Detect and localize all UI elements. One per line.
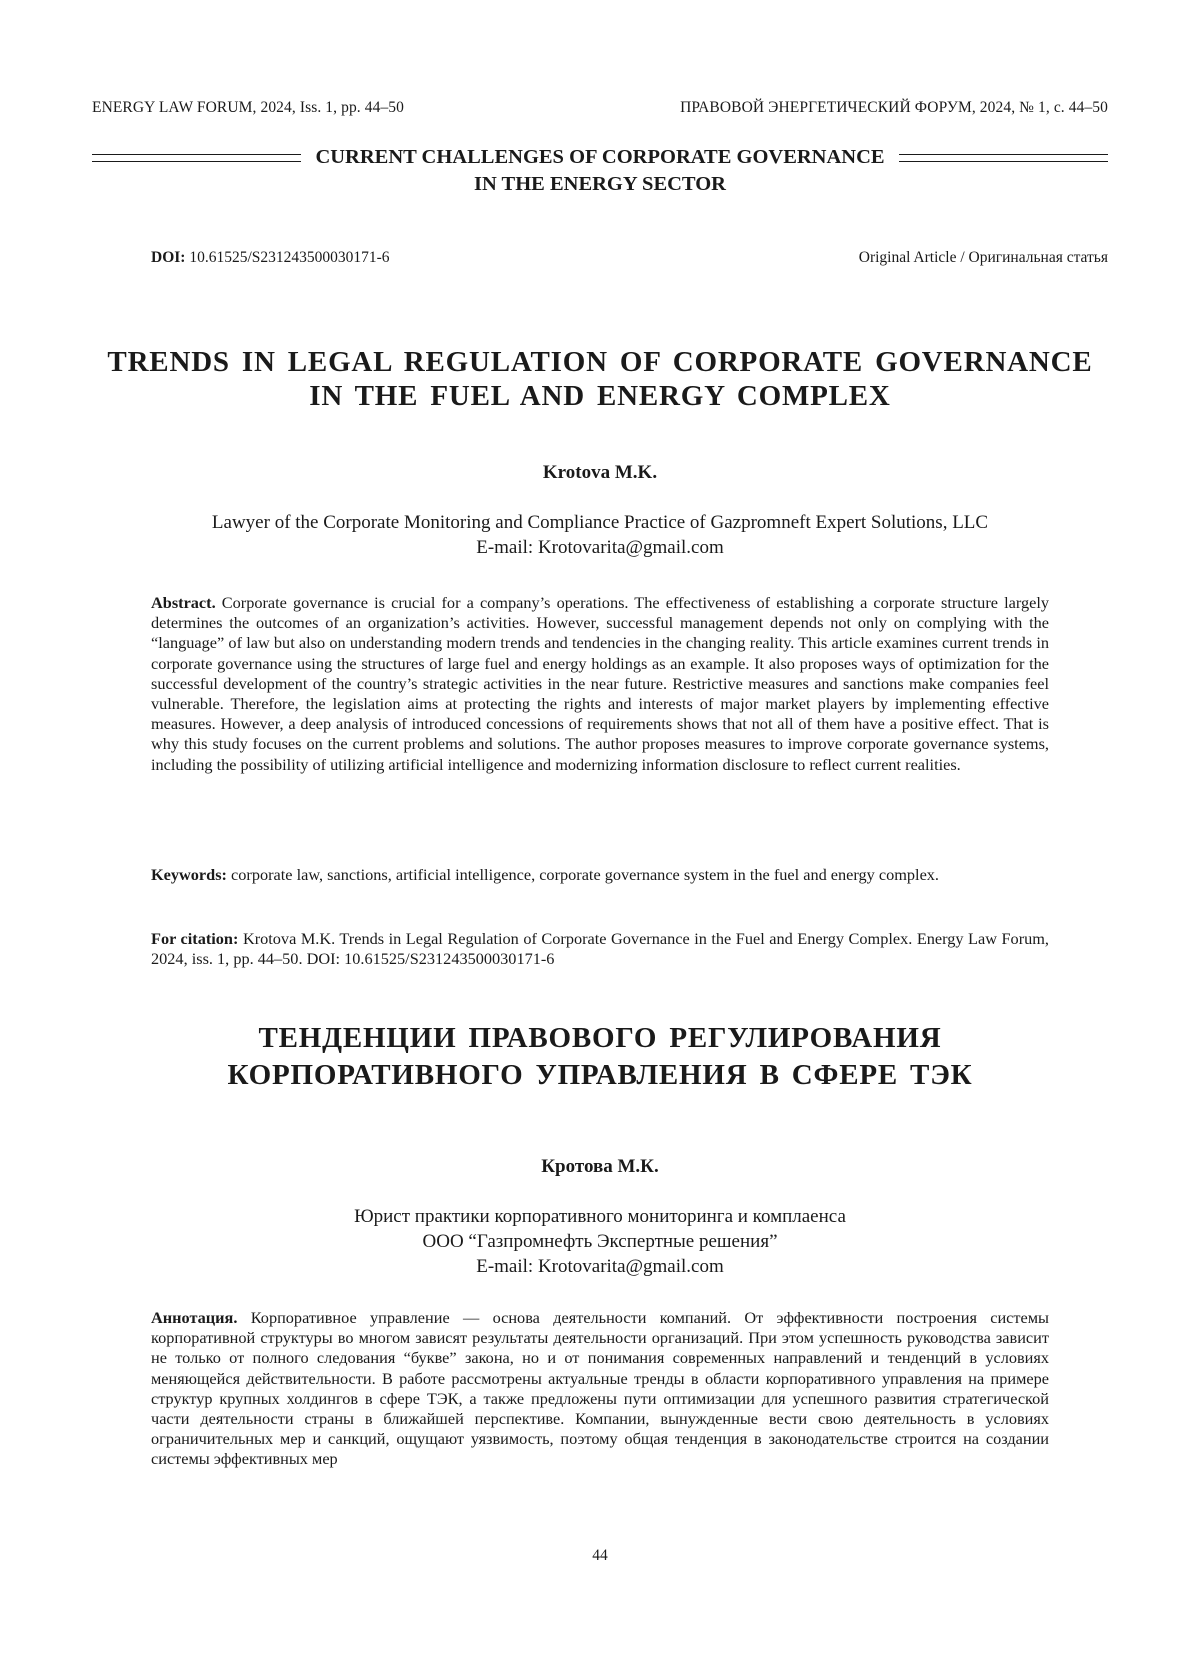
citation-text: Krotova M.K. Trends in Legal Regulation of Corporate Governance in the Fuel and Energy Complex. Energy Law Forum, 2024, iss. 1, pp. 44–50. DOI: 10.61525/S231243500030171-6	[151, 929, 1049, 969]
title-russian-line1: ТЕНДЕНЦИИ ПРАВОВОГО РЕГУЛИРОВАНИЯ	[258, 1022, 942, 1054]
keywords-text: corporate law, sanctions, artificial intelligence, corporate governance system in the fuel and energy complex.	[231, 865, 940, 884]
doi-value: 10.61525/S231243500030171-6	[189, 249, 390, 266]
abstract-english-label: Abstract.	[151, 593, 216, 612]
affiliation-russian-line2: ООО “Газпромнефть Экспертные решения”	[422, 1231, 778, 1252]
title-russian	[92, 1020, 1108, 1094]
section-title-line2: IN THE ENERGY SECTOR	[474, 173, 726, 195]
section-rule-right	[899, 154, 1108, 162]
author-russian: Кротова М.К.	[541, 1156, 659, 1177]
abstract-english-text: Corporate governance is crucial for a company’s operations. The effectiveness of establishing a corporate structure largely determines the outcomes of an organization’s activities. However, successful management depends not only on complying with the “language” of law but also on understanding modern trends and tendencies in the changing reality. This article examines current trends in corporate governance using the structures of large fuel and energy holdings as an example. It also proposes ways of optimization for the successful development of the country’s strategic activities in the near future. Restrictive measures and sanctions make companies feel vulnerable. Therefore, the legislation aims at protecting the rights and interests of major market players by implementing effective measures. However, a deep analysis of introduced concessions of requirements shows that not all of them have a positive effect. That is why this study focuses on the current problems and solutions. The author proposes measures to improve corporate governance systems, including the possibility of utilizing artificial intelligence and modernizing information disclosure to reflect current realities.	[151, 593, 1049, 774]
title-english-line1: TRENDS IN LEGAL REGULATION OF CORPORATE GOVERNANCE	[107, 346, 1093, 378]
page-number: 44	[592, 1547, 608, 1564]
citation-label: For citation:	[151, 929, 239, 948]
affiliation-russian-line1: Юрист практики корпоративного мониторинга и комплаенса	[354, 1206, 846, 1227]
affiliation-english-text: Lawyer of the Corporate Monitoring and Compliance Practice of Gazpromneft Expert Solutions, LLC	[211, 512, 989, 533]
affiliation-russian	[92, 1204, 1108, 1279]
section-banner	[92, 146, 1108, 196]
abstract-russian	[151, 1308, 1049, 1470]
affiliation-english	[92, 510, 1108, 560]
article-type: Original Article / Оригинальная статья	[858, 249, 1108, 266]
article-meta	[151, 249, 1108, 267]
abstract-english	[151, 593, 1049, 775]
email-english: E-mail: Krotovarita@gmail.com	[476, 537, 724, 558]
doi-label: DOI:	[151, 249, 186, 266]
title-english	[92, 345, 1108, 413]
abstract-russian-label: Аннотация.	[151, 1308, 238, 1327]
author-english: Krotova M.K.	[542, 462, 658, 483]
keywords-label: Keywords:	[151, 865, 227, 884]
doi	[151, 249, 390, 267]
running-head-right: ПРАВОВОЙ ЭНЕРГЕТИЧЕСКИЙ ФОРУМ, 2024, № 1, с. 44–50	[680, 99, 1108, 116]
section-title-line1: CURRENT CHALLENGES OF CORPORATE GOVERNANCE	[315, 146, 885, 168]
title-russian-line2: КОРПОРАТИВНОГО УПРАВЛЕНИЯ В СФЕРЕ ТЭК	[227, 1059, 973, 1091]
title-english-line2: IN THE FUEL AND ENERGY COMPLEX	[309, 380, 891, 412]
running-head-left: ENERGY LAW FORUM, 2024, Iss. 1, pp. 44–50	[92, 99, 405, 116]
email-russian: E-mail: Krotovarita@gmail.com	[476, 1256, 724, 1277]
abstract-russian-text: Корпоративное управление — основа деятельности компаний. От эффективности построения системы корпоративной структуры во многом зависят результаты деятельности организаций. При этом успешность руководства зависит не только от полного следования “букве” закона, но и от понимания современных направлений и тенденций в условиях меняющейся действительности. В работе рассмотрены актуальные тренды в области корпоративного управления на примере структур крупных холдингов в сфере ТЭК, а также предложены пути оптимизации для успешного развития стратегической части деятельности страны в ближайшей перспективе. Компании, вынужденные вести свою деятельность в условиях ограничительных мер и санкций, ощущают уязвимость, поэтому общая тенденция в законодательстве строится на создании системы эффективных мер	[151, 1308, 1049, 1469]
section-rule-left	[92, 154, 301, 162]
running-head	[92, 99, 1108, 121]
keywords-english	[151, 865, 1049, 885]
citation-english	[151, 929, 1049, 969]
